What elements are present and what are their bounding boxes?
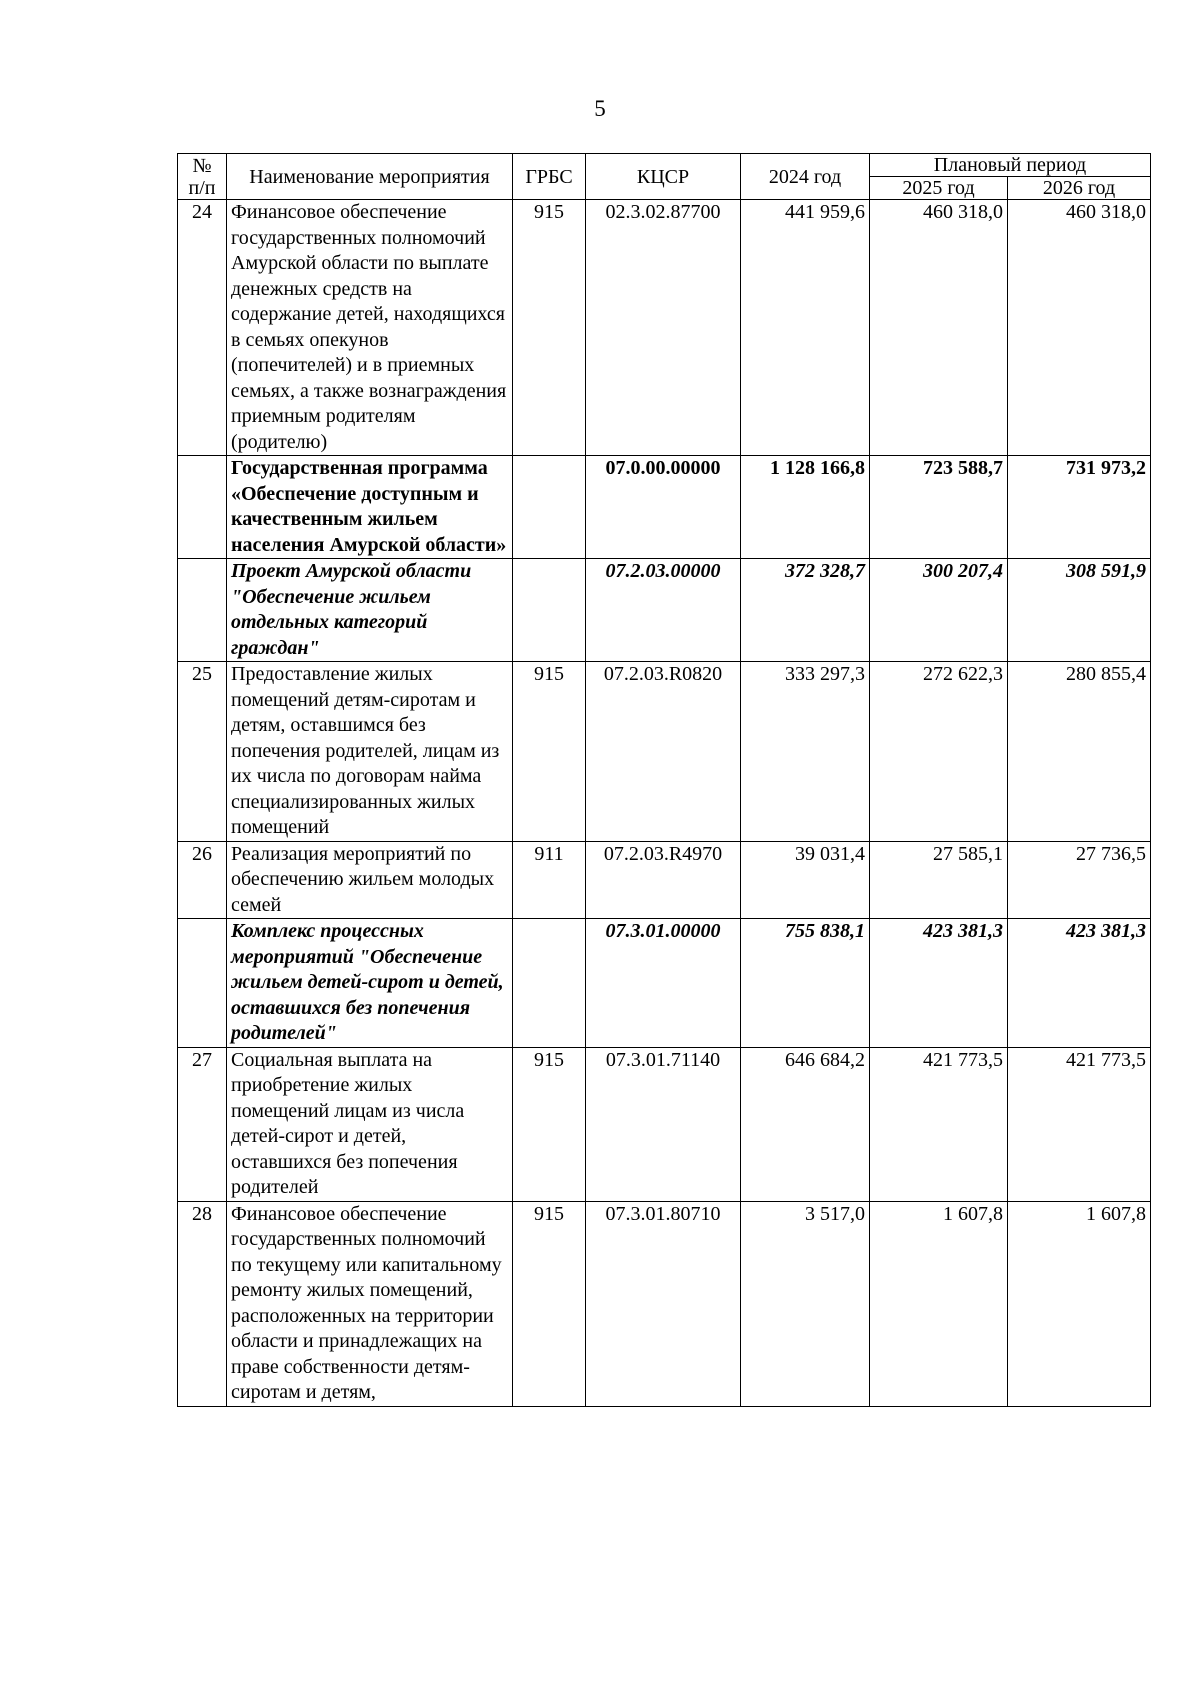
header-kcsr: КЦСР bbox=[586, 154, 741, 200]
row-name: Комплекс процессных мероприятий "Обеспечение жильем детей-сирот и детей, оставшихся без попечения родителей" bbox=[227, 919, 513, 1048]
row-name: Государственная программа «Обеспечение доступным и качественным жильем населения Амурской области» bbox=[227, 456, 513, 559]
row-2025: 27 585,1 bbox=[870, 841, 1008, 919]
row-2026: 731 973,2 bbox=[1008, 456, 1151, 559]
header-2024: 2024 год bbox=[741, 154, 870, 200]
row-2024: 441 959,6 bbox=[741, 200, 870, 456]
table-row-complex bbox=[178, 919, 1151, 1048]
header-grbs: ГРБС bbox=[513, 154, 586, 200]
row-name: Реализация мероприятий по обеспечению жильем молодых семей bbox=[227, 841, 513, 919]
row-2024: 3 517,0 bbox=[741, 1201, 870, 1406]
row-2026: 421 773,5 bbox=[1008, 1047, 1151, 1201]
row-2025: 460 318,0 bbox=[870, 200, 1008, 456]
row-2026: 1 607,8 bbox=[1008, 1201, 1151, 1406]
row-kcsr: 07.0.00.00000 bbox=[586, 456, 741, 559]
row-grbs: 915 bbox=[513, 1047, 586, 1201]
row-2025: 423 381,3 bbox=[870, 919, 1008, 1048]
row-kcsr: 07.3.01.00000 bbox=[586, 919, 741, 1048]
table-row-program bbox=[178, 456, 1151, 559]
header-2026: 2026 год bbox=[1008, 177, 1151, 200]
table-row-project bbox=[178, 559, 1151, 662]
row-2025: 272 622,3 bbox=[870, 662, 1008, 842]
row-num bbox=[178, 919, 227, 1048]
table-row bbox=[178, 1201, 1151, 1406]
row-2024: 333 297,3 bbox=[741, 662, 870, 842]
header-name: Наименование мероприятия bbox=[227, 154, 513, 200]
row-kcsr: 07.2.03.00000 bbox=[586, 559, 741, 662]
row-2026: 27 736,5 bbox=[1008, 841, 1151, 919]
page-number: 5 bbox=[594, 96, 606, 121]
row-num: 25 bbox=[178, 662, 227, 842]
row-2024: 372 328,7 bbox=[741, 559, 870, 662]
row-2024: 755 838,1 bbox=[741, 919, 870, 1048]
row-2024: 646 684,2 bbox=[741, 1047, 870, 1201]
row-grbs: 915 bbox=[513, 200, 586, 456]
table-row bbox=[178, 200, 1151, 456]
row-grbs: 915 bbox=[513, 662, 586, 842]
row-kcsr: 07.3.01.71140 bbox=[586, 1047, 741, 1201]
row-2025: 1 607,8 bbox=[870, 1201, 1008, 1406]
budget-table bbox=[177, 153, 1151, 1407]
table-row bbox=[178, 1047, 1151, 1201]
header-num: № п/п bbox=[178, 154, 227, 200]
row-num bbox=[178, 456, 227, 559]
row-2025: 421 773,5 bbox=[870, 1047, 1008, 1201]
table-row bbox=[178, 841, 1151, 919]
row-kcsr: 02.3.02.87700 bbox=[586, 200, 741, 456]
row-name: Предоставление жилых помещений детям-сиротам и детям, оставшимся без попечения родителей, лицам из их числа по договорам найма специализированных жилых помещений bbox=[227, 662, 513, 842]
row-num: 24 bbox=[178, 200, 227, 456]
row-grbs: 915 bbox=[513, 1201, 586, 1406]
header-2025: 2025 год bbox=[870, 177, 1008, 200]
row-kcsr: 07.3.01.80710 bbox=[586, 1201, 741, 1406]
table-row bbox=[178, 662, 1151, 842]
row-name: Социальная выплата на приобретение жилых помещений лицам из числа детей-сирот и детей, оставшихся без попечения родителей bbox=[227, 1047, 513, 1201]
header-planned-period: Плановый период bbox=[870, 154, 1151, 177]
row-2024: 1 128 166,8 bbox=[741, 456, 870, 559]
row-num: 28 bbox=[178, 1201, 227, 1406]
row-grbs bbox=[513, 919, 586, 1048]
row-num: 26 bbox=[178, 841, 227, 919]
row-2026: 280 855,4 bbox=[1008, 662, 1151, 842]
row-2026: 460 318,0 bbox=[1008, 200, 1151, 456]
row-2026: 308 591,9 bbox=[1008, 559, 1151, 662]
row-kcsr: 07.2.03.R4970 bbox=[586, 841, 741, 919]
row-num: 27 bbox=[178, 1047, 227, 1201]
row-2026: 423 381,3 bbox=[1008, 919, 1151, 1048]
row-grbs: 911 bbox=[513, 841, 586, 919]
row-num bbox=[178, 559, 227, 662]
row-2025: 723 588,7 bbox=[870, 456, 1008, 559]
row-kcsr: 07.2.03.R0820 bbox=[586, 662, 741, 842]
row-name: Проект Амурской области "Обеспечение жильем отдельных категорий граждан" bbox=[227, 559, 513, 662]
row-name: Финансовое обеспечение государственных полномочий по текущему или капитальному ремонту жилых помещений, расположенных на территории области и принадлежащих на праве собственности детям-сиротам и детям, bbox=[227, 1201, 513, 1406]
row-grbs bbox=[513, 456, 586, 559]
row-name: Финансовое обеспечение государственных полномочий Амурской области по выплате денежных средств на содержание детей, находящихся в семьях опекунов (попечителей) и в приемных семьях, а также вознаграждения приемным родителям (родителю) bbox=[227, 200, 513, 456]
row-2024: 39 031,4 bbox=[741, 841, 870, 919]
row-grbs bbox=[513, 559, 586, 662]
row-2025: 300 207,4 bbox=[870, 559, 1008, 662]
